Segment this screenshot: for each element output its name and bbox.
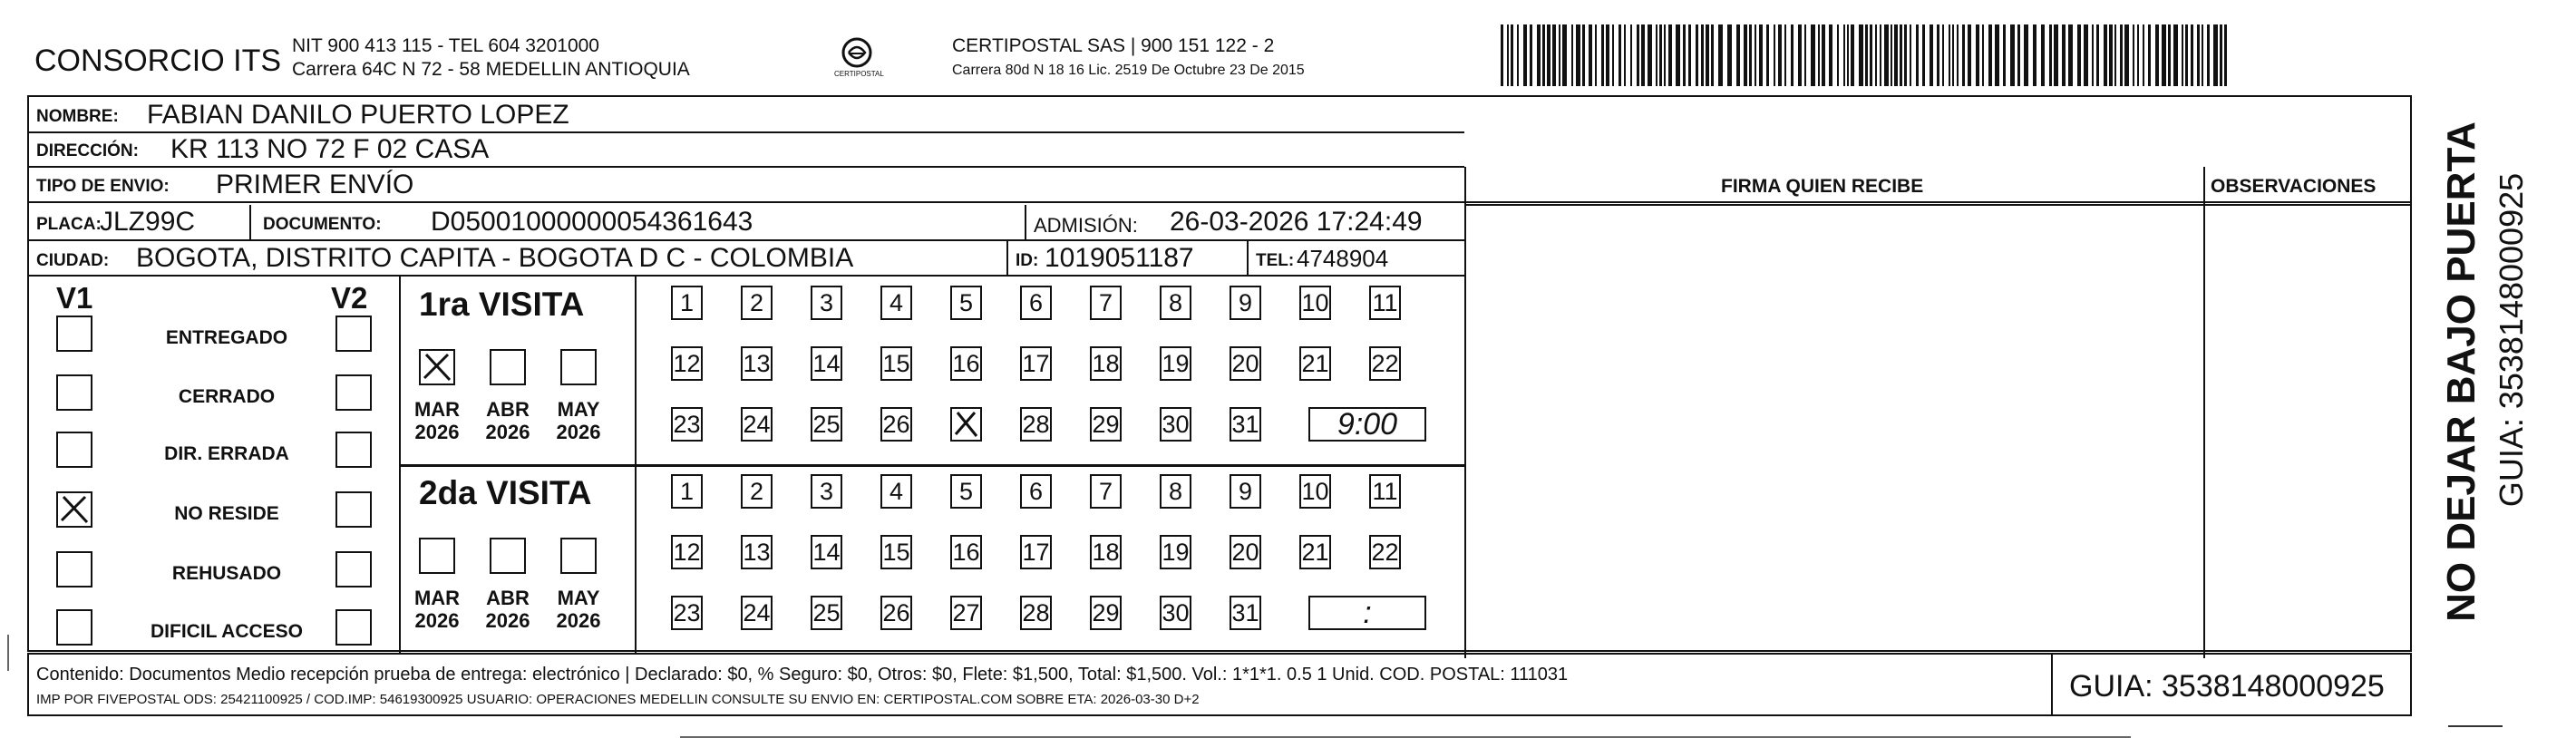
day-box[interactable]: 25 (811, 596, 842, 630)
month-label: MAY (557, 398, 600, 421)
day-box[interactable]: 16 (950, 535, 982, 569)
day-box[interactable]: 14 (811, 535, 842, 569)
day-box[interactable]: 3 (811, 474, 842, 509)
status-v1-checkbox[interactable] (56, 432, 92, 468)
day-box[interactable]: 29 (1090, 596, 1122, 630)
barcode-bar (2024, 24, 2028, 86)
barcode-bar (2096, 24, 2099, 86)
day-box[interactable]: 6 (1020, 474, 1052, 509)
day-box[interactable]: 30 (1160, 407, 1191, 442)
x-mark-icon (952, 409, 980, 440)
day-box[interactable]: 22 (1369, 535, 1401, 569)
day-box[interactable]: 10 (1299, 474, 1331, 509)
status-v1-checkbox[interactable] (56, 491, 92, 528)
barcode-bar (2224, 24, 2227, 86)
barcode-bar (2092, 24, 2094, 86)
barcode-bar (1664, 24, 1666, 86)
barcode-bar (1962, 24, 1965, 86)
day-box[interactable]: 2 (741, 286, 773, 320)
barcode-bar (1829, 24, 1832, 86)
barcode-bar (1952, 24, 1954, 86)
day-box[interactable]: 12 (671, 346, 703, 381)
barcode-bar (1784, 24, 1786, 86)
barcode-bar (1910, 24, 1911, 86)
barcode-bar (1766, 24, 1769, 86)
barcode-bar (2124, 24, 2129, 86)
admision-value: 26-03-2026 17:24:49 (1170, 207, 1423, 237)
day-box[interactable]: 11 (1369, 286, 1401, 320)
barcode-bar (1501, 24, 1503, 86)
barcode-bar (1676, 24, 1680, 86)
barcode-bar (1537, 24, 1541, 86)
barcode-bar (1859, 24, 1863, 86)
barcode-bar (2202, 24, 2203, 86)
month-checkbox[interactable] (560, 538, 597, 574)
barcode-bar (2049, 24, 2052, 86)
day-box[interactable]: 7 (1090, 286, 1122, 320)
day-box[interactable]: 3 (811, 286, 842, 320)
barcode-bar (2054, 24, 2058, 86)
barcode-bar (2143, 24, 2144, 86)
day-box[interactable]: 1 (671, 474, 703, 509)
day-box[interactable]: 8 (1160, 474, 1191, 509)
placa-label: PLACA: (36, 215, 102, 234)
barcode-bar (1552, 24, 1556, 86)
barcode-bar (1696, 24, 1698, 86)
barcode-bar (1822, 24, 1825, 86)
status-v2-checkbox[interactable] (335, 374, 372, 411)
barcode-bar (1837, 24, 1839, 86)
month-label: ABR (486, 398, 530, 421)
month-checkbox[interactable] (419, 349, 455, 385)
barcode-bar (1995, 24, 1999, 86)
nombre-label: NOMBRE: (36, 107, 119, 126)
barcode-bar (2207, 24, 2210, 86)
day-box[interactable]: 5 (950, 474, 982, 509)
barcode-bar (1880, 24, 1881, 86)
barcode-bar (1547, 24, 1550, 86)
barcode-bar (1718, 24, 1723, 86)
barcode-bar (2068, 24, 2073, 86)
barcode-bar (1517, 24, 1519, 86)
barcode-bar (1988, 24, 1992, 86)
day-box[interactable]: 17 (1020, 346, 1052, 381)
status-label: CERRADO (178, 386, 276, 407)
barcode-bar (1851, 24, 1854, 86)
certipostal-license: Carrera 80d N 18 16 Lic. 2519 De Octubre 23 De 2015 (952, 63, 1305, 78)
firma-label: FIRMA QUIEN RECIBE (1721, 176, 1924, 197)
day-box[interactable]: 17 (1020, 535, 1052, 569)
barcode-bar (2041, 24, 2045, 86)
barcode-bar (1982, 24, 1984, 86)
scan-mark (7, 635, 9, 671)
barcode-bar (1916, 24, 1919, 86)
day-box[interactable]: 18 (1090, 535, 1122, 569)
barcode-bar (1601, 24, 1604, 86)
barcode-bar (2017, 24, 2020, 86)
barcode-bar (1576, 24, 1580, 86)
barcode-bar (1811, 24, 1815, 86)
status-label: NO RESIDE (174, 503, 279, 524)
month-label: ABR (486, 587, 530, 609)
day-box[interactable]: 31 (1230, 407, 1261, 442)
barcode-bar (2084, 24, 2088, 86)
day-box[interactable] (950, 407, 982, 442)
barcode-bar (1523, 24, 1527, 86)
day-box[interactable]: 23 (671, 596, 703, 630)
time-box[interactable]: 9:00 (1308, 407, 1426, 442)
day-box[interactable]: 4 (880, 474, 912, 509)
barcode-bar (1559, 24, 1560, 86)
barcode-bar (1688, 24, 1691, 86)
footer-guia: GUIA: 3538148000925 (2069, 669, 2385, 704)
barcode-bar (1968, 24, 1971, 86)
day-box[interactable]: 4 (880, 286, 912, 320)
barcode-bar (1595, 24, 1597, 86)
month-label: MAR (413, 587, 461, 609)
barcode-bar (1589, 24, 1592, 86)
day-box[interactable]: 2 (741, 474, 773, 509)
barcode-bar (1957, 24, 1959, 86)
status-v2-checkbox[interactable] (335, 432, 372, 468)
barcode-bar (1904, 24, 1907, 86)
barcode-bar (1582, 24, 1585, 86)
month-checkbox[interactable] (419, 538, 455, 574)
barcode-bar (1755, 24, 1756, 86)
status-v1-checkbox[interactable] (56, 316, 92, 352)
tipo-envio-label: TIPO DE ENVIO: (36, 177, 170, 196)
check-mark-icon (421, 351, 453, 384)
day-box[interactable]: 15 (880, 535, 912, 569)
day-box[interactable]: 23 (671, 407, 703, 442)
barcode-bar (1949, 24, 1950, 86)
status-v2-checkbox[interactable] (335, 551, 372, 587)
day-box[interactable]: 6 (1020, 286, 1052, 320)
day-box[interactable]: 30 (1160, 596, 1191, 630)
barcode-bar (2182, 24, 2183, 86)
ciudad-value: BOGOTA, DISTRITO CAPITA - BOGOTA D C - COLOMBIA (136, 243, 854, 273)
status-v2-checkbox[interactable] (335, 609, 372, 646)
ciudad-label: CIUDAD: (36, 251, 110, 270)
barcode-bar (2137, 24, 2139, 86)
day-box[interactable]: 21 (1299, 346, 1331, 381)
barcode-bar (2197, 24, 2200, 86)
x-mark-icon (58, 493, 91, 526)
barcode-bar (1511, 24, 1513, 86)
time-box[interactable]: : (1308, 596, 1426, 630)
certipostal-info: CERTIPOSTAL SAS | 900 151 122 - 2 (952, 35, 1275, 56)
barcode-bar (1683, 24, 1686, 86)
barcode-bar (1922, 24, 1925, 86)
day-box[interactable]: 1 (671, 286, 703, 320)
v1-header: V1 (56, 281, 93, 315)
status-label: DIFICIL ACCESO (150, 621, 304, 642)
day-box[interactable]: 24 (741, 596, 773, 630)
barcode-bar (1619, 24, 1621, 86)
barcode-bar (1542, 24, 1545, 86)
barcode-bar (2162, 24, 2166, 86)
barcode-bar (2033, 24, 2036, 86)
year-label: 2026 (556, 609, 601, 632)
footer-imp: IMP POR FIVEPOSTAL ODS: 25421100925 / COD.IMP: 54619300925 USUARIO: OPERACIONES MEDELLIN CONSULTE SU ENVIO EN: CERTIPOSTAL.COM SOBRE ETA: 2026-03-30 D+2 (36, 692, 1200, 707)
barcode-bar (1804, 24, 1806, 86)
year-label: 2026 (414, 609, 460, 632)
footer-contenido: Contenido: Documentos Medio recepción prueba de entrega: electrónico | Declarado: $0, % Seguro: $0, Otros: $0, Flete: $1,500, Total: $1,500. Vol.: 1*1*1. 0.5 1 Unid. COD. POSTAL: 111031 (36, 665, 1569, 685)
barcode-bar (1624, 24, 1626, 86)
month-checkbox[interactable] (560, 349, 597, 385)
id-value: 1019051187 (1045, 243, 1194, 273)
nombre-value: FABIAN DANILO PUERTO LOPEZ (147, 100, 569, 130)
day-box[interactable]: 28 (1020, 596, 1052, 630)
barcode-bar (2133, 24, 2134, 86)
day-box[interactable]: 19 (1160, 346, 1191, 381)
barcode-bar (1875, 24, 1877, 86)
barcode-bar (2104, 24, 2107, 86)
day-box[interactable]: 16 (950, 346, 982, 381)
barcode-bar (1507, 24, 1509, 86)
day-box[interactable]: 20 (1230, 535, 1261, 569)
id-label: ID: (1016, 251, 1039, 270)
barcode-bar (1791, 24, 1793, 86)
barcode-bar (1930, 24, 1933, 86)
barcode-bar (2114, 24, 2116, 86)
barcode-bar (1774, 24, 1775, 86)
barcode-bar (1759, 24, 1763, 86)
status-v1-checkbox[interactable] (56, 609, 92, 646)
barcode-bar (1630, 24, 1632, 86)
barcode-bar (1884, 24, 1889, 86)
barcode-bar (2220, 24, 2222, 86)
barcode-bar (2109, 24, 2113, 86)
day-box[interactable]: 24 (741, 407, 773, 442)
status-v1-checkbox[interactable] (56, 374, 92, 411)
barcode-bar (2010, 24, 2015, 86)
barcode-bar (1900, 24, 1902, 86)
v2-header: V2 (331, 281, 368, 315)
barcode-bar (2213, 24, 2218, 86)
barcode-bar (1778, 24, 1782, 86)
barcode-bar (1847, 24, 1849, 86)
barcode-bar (1891, 24, 1892, 86)
day-box[interactable]: 12 (671, 535, 703, 569)
barcode-bar (1749, 24, 1752, 86)
day-box[interactable]: 31 (1230, 596, 1261, 630)
barcode-bar (2168, 24, 2171, 86)
company-name: CONSORCIO ITS (34, 44, 282, 78)
visit-title: 2da VISITA (419, 474, 592, 511)
day-box[interactable]: 28 (1020, 407, 1052, 442)
tipo-envio-value: PRIMER ENVÍO (216, 170, 414, 199)
month-checkbox[interactable] (490, 538, 526, 574)
status-label: ENTREGADO (165, 327, 288, 348)
year-label: 2026 (485, 609, 530, 632)
side-warning: NO DEJAR BAJO PUERTA (2439, 121, 2484, 622)
day-box[interactable]: 25 (811, 407, 842, 442)
barcode-bar (2191, 24, 2193, 86)
barcode-bar (2003, 24, 2006, 86)
barcode-bar (2185, 24, 2188, 86)
company-nit: NIT 900 413 115 - TEL 604 3201000 (292, 35, 599, 56)
side-guia: GUIA: 3538148000925 (2493, 172, 2530, 508)
observaciones-label: OBSERVACIONES (2211, 176, 2377, 197)
barcode-bar (1530, 24, 1532, 86)
day-box[interactable]: 20 (1230, 346, 1261, 381)
placa-value: JLZ99C (100, 207, 196, 237)
barcode-bar (1637, 24, 1639, 86)
barcode-bar (1571, 24, 1573, 86)
day-box[interactable]: 26 (880, 596, 912, 630)
barcode-bar (2062, 24, 2066, 86)
logo-text: CERTIPOSTAL (834, 70, 884, 78)
company-address: Carrera 64C N 72 - 58 MEDELLIN ANTIOQUIA (292, 59, 690, 80)
day-box[interactable]: 13 (741, 535, 773, 569)
year-label: 2026 (414, 421, 460, 443)
barcode-bar (1648, 24, 1652, 86)
documento-value: D05001000000054361643 (431, 207, 753, 237)
barcode-bar (1870, 24, 1872, 86)
day-box[interactable]: 26 (880, 407, 912, 442)
barcode-bar (1612, 24, 1614, 86)
barcode-bar (1656, 24, 1657, 86)
day-box[interactable]: 19 (1160, 535, 1191, 569)
direccion-label: DIRECCIÓN: (36, 141, 139, 160)
month-label: MAR (413, 398, 461, 421)
month-label: MAY (557, 587, 600, 609)
barcode-bar (1942, 24, 1944, 86)
day-box[interactable]: 10 (1299, 286, 1331, 320)
barcode-bar (1894, 24, 1898, 86)
day-box[interactable]: 9 (1230, 474, 1261, 509)
day-box[interactable]: 13 (741, 346, 773, 381)
day-box[interactable]: 15 (880, 346, 912, 381)
day-box[interactable]: 27 (950, 596, 982, 630)
barcode-bar (1701, 24, 1704, 86)
barcode-bar (2120, 24, 2123, 86)
status-label: REHUSADO (171, 563, 282, 584)
day-box[interactable]: 14 (811, 346, 842, 381)
tel-label: TEL: (1256, 251, 1295, 270)
status-v1-checkbox[interactable] (56, 551, 92, 587)
barcode-bar (1706, 24, 1709, 86)
day-box[interactable]: 22 (1369, 346, 1401, 381)
month-checkbox[interactable] (490, 349, 526, 385)
year-label: 2026 (556, 421, 601, 443)
day-box[interactable]: 9 (1230, 286, 1261, 320)
visit-title: 1ra VISITA (419, 286, 585, 323)
status-label: DIR. ERRADA (164, 443, 289, 464)
barcode-bar (1641, 24, 1645, 86)
barcode-bar (1711, 24, 1714, 86)
day-box[interactable]: 29 (1090, 407, 1122, 442)
barcode-bar (1606, 24, 1609, 86)
tel-value: 4748904 (1297, 245, 1389, 272)
status-v2-checkbox[interactable] (335, 316, 372, 352)
barcode-bar (2173, 24, 2178, 86)
barcode-bar (1744, 24, 1747, 86)
barcode-bar (1976, 24, 1979, 86)
barcode (1501, 24, 2229, 86)
barcode-bar (1668, 24, 1672, 86)
barcode-bar (2148, 24, 2151, 86)
barcode-bar (1659, 24, 1662, 86)
barcode-bar (1937, 24, 1939, 86)
barcode-bar (1818, 24, 1820, 86)
barcode-bar (2155, 24, 2159, 86)
direccion-value: KR 113 NO 72 F 02 CASA (170, 134, 490, 164)
documento-label: DOCUMENTO: (263, 215, 382, 234)
year-label: 2026 (485, 421, 530, 443)
barcode-bar (1843, 24, 1845, 86)
barcode-bar (1727, 24, 1732, 86)
admision-label: ADMISIÓN: (1034, 214, 1138, 237)
barcode-bar (1865, 24, 1868, 86)
barcode-bar (2077, 24, 2081, 86)
barcode-bar (1798, 24, 1802, 86)
barcode-bar (1736, 24, 1740, 86)
day-box[interactable]: 21 (1299, 535, 1331, 569)
day-box[interactable]: 7 (1090, 474, 1122, 509)
day-box[interactable]: 18 (1090, 346, 1122, 381)
day-box[interactable]: 8 (1160, 286, 1191, 320)
scan-mark (2448, 725, 2503, 727)
day-box[interactable]: 5 (950, 286, 982, 320)
day-box[interactable]: 11 (1369, 474, 1401, 509)
status-v2-checkbox[interactable] (335, 491, 372, 528)
barcode-bar (1562, 24, 1567, 86)
